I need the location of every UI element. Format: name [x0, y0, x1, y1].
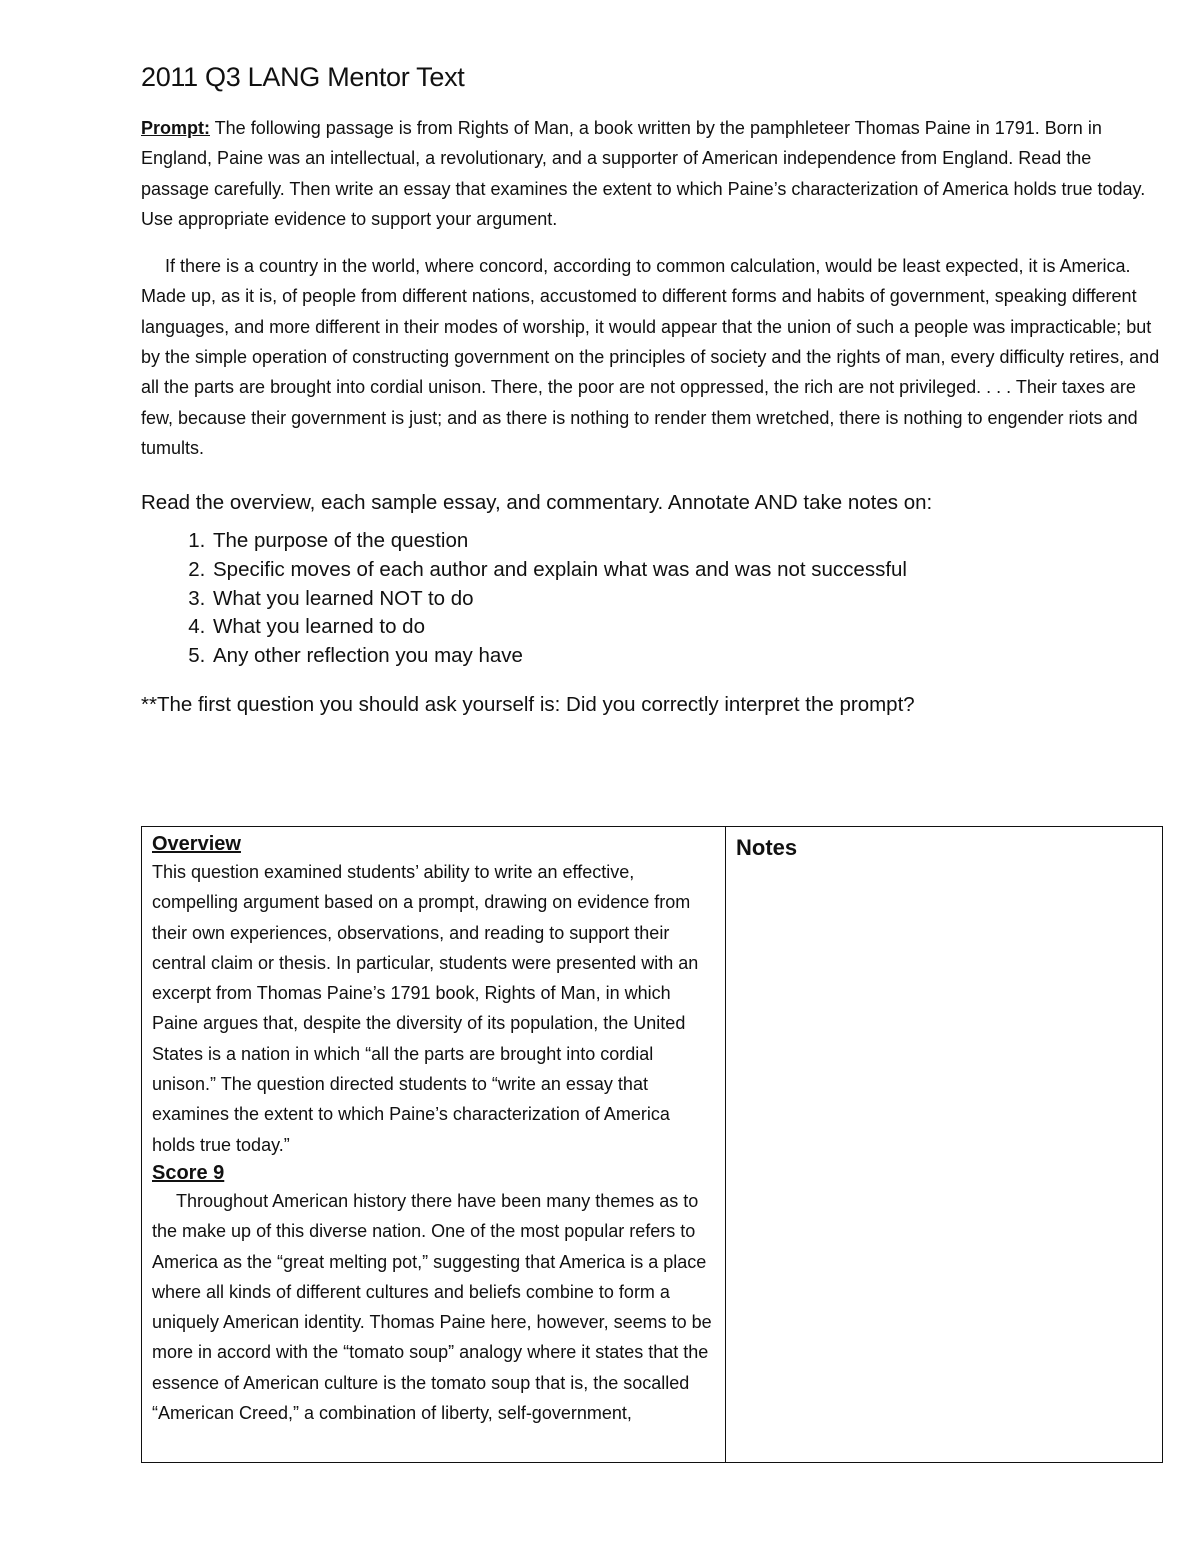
prompt-paragraph — [141, 113, 1163, 234]
sample-essay-text: Throughout American history there have been many themes as to the make up of this diverse nation. One of the most popular refers to America as the “great melting pot,” suggesting that America is a place where all kinds of different cultures and beliefs combine to form a uniquely American identity. Thomas Paine here, however, seems to be more in accord with the “tomato soup” analogy where it states that the essence of American culture is the tomato soup that is, the socalled “American Creed,” a combination of liberty, self-government, — [152, 1190, 712, 1424]
list-item: 4. What you learned to do — [211, 613, 1163, 642]
prompt-text: The following passage is from Rights of Man, a book written by the pamphleteer Thomas Paine in 1791. Born in England, Paine was an intellectual, a revolutionary, and a supporter of American independence from England. Read the passage carefully. Then write an essay that examines the extent to which Paine’s characterization of America holds true today. Use appropriate evidence to support your argument. — [141, 118, 1146, 229]
key-question: **The first question you should ask yourself is: Did you correctly interpret the prompt? — [141, 692, 915, 716]
overview-heading: Overview — [152, 833, 241, 855]
question-list — [141, 527, 1163, 671]
list-item: 5. Any other reflection you may have — [211, 642, 1163, 671]
document-page — [141, 62, 1163, 717]
paine-passage: If there is a country in the world, where concord, according to common calculation, would be least expected, it is America. Made up, as it is, of people from different nations, accustomed to different forms and habits of government, speaking different languages, and more different in their modes of worship, it would appear that the union of such a people was impracticable; but by the simple operation of constructing government on the principles of society and the rights of man, every difficulty retires, and all the parts are brought into cordial unison. There, the poor are not oppressed, the rich are not privileged. . . . Their taxes are few, because their government is just; and as there is nothing to render them wretched, there is nothing to engender riots and tumults. — [141, 256, 1160, 458]
notes-table — [141, 826, 1163, 1463]
document-title: 2011 Q3 LANG Mentor Text — [141, 62, 465, 92]
list-item: 3. What you learned NOT to do — [211, 585, 1163, 614]
overview-cell — [142, 827, 726, 1463]
list-item: 1. The purpose of the question — [211, 527, 1163, 556]
instructions: Read the overview, each sample essay, and commentary. Annotate AND take notes on: — [141, 491, 933, 515]
notes-cell[interactable] — [726, 827, 1163, 1463]
overview-text: This question examined students’ ability to write an effective, compelling argument based on a prompt, drawing on evidence from their own experiences, observations, and reading to support their central claim or thesis. In particular, students were presented with an excerpt from Thomas Paine’s 1791 book, Rights of Man, in which Paine argues that, despite the diversity of its population, the United States is a nation in which “all the parts are brought into cordial unison.” The question directed students to “write an essay that examines the extent to which Paine’s characterization of America holds true today.” — [152, 862, 699, 1155]
prompt-label: Prompt: — [141, 118, 210, 138]
score-heading: Score 9 — [152, 1161, 225, 1184]
list-item: 2. Specific moves of each author and explain what was and was not successful — [211, 556, 1163, 585]
notes-heading: Notes — [736, 835, 798, 860]
table-row — [142, 827, 1163, 1463]
